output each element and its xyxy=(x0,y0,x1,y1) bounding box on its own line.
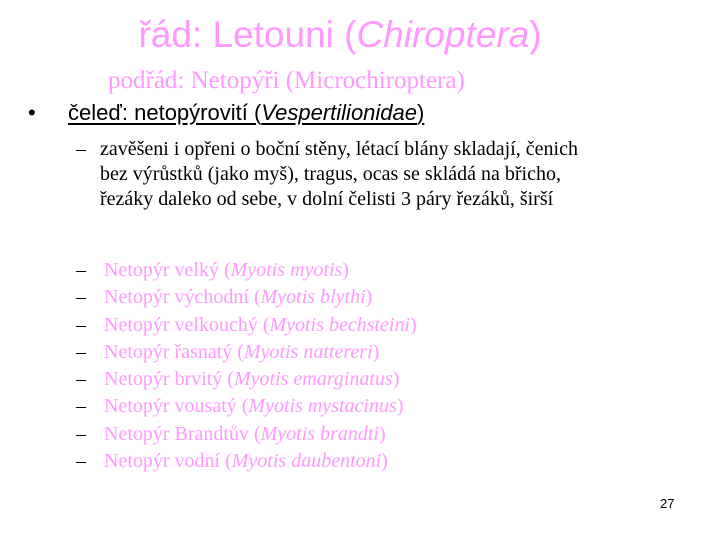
page-number: 27 xyxy=(660,496,675,511)
species-latin: Myotis bechsteini xyxy=(269,313,411,336)
dash-marker: – xyxy=(76,138,86,160)
family-suffix: ) xyxy=(417,100,425,125)
title-suffix: ) xyxy=(529,14,542,55)
species-name: Netopýr vousatý ( xyxy=(104,395,249,418)
dash-marker: – xyxy=(76,286,86,309)
family-text xyxy=(68,100,424,125)
species-item xyxy=(76,393,417,420)
species-latin: Myotis brandti xyxy=(260,422,379,445)
dash-marker: – xyxy=(76,422,86,445)
species-close: ) xyxy=(365,286,373,309)
species-item xyxy=(76,284,417,311)
species-item xyxy=(76,339,417,366)
species-close: ) xyxy=(381,450,388,473)
species-close: ) xyxy=(378,422,386,445)
slide-subtitle: podřád: Netopýři (Microchiroptera) xyxy=(108,67,465,94)
species-name: Netopýr brvitý ( xyxy=(104,368,234,391)
dash-marker: – xyxy=(76,395,86,418)
species-item xyxy=(76,448,417,475)
species-close: ) xyxy=(372,340,380,363)
dash-marker: – xyxy=(76,368,86,391)
bullet-icon: • xyxy=(28,100,36,125)
species-list xyxy=(76,257,417,475)
species-close: ) xyxy=(392,368,400,391)
species-close: ) xyxy=(396,395,404,418)
species-name: Netopýr vodní ( xyxy=(104,450,232,473)
family-latin: Vespertilionidae xyxy=(261,100,418,125)
description-body xyxy=(100,137,696,212)
species-item xyxy=(76,257,417,284)
species-item xyxy=(76,312,417,339)
title-latin: Chiroptera xyxy=(356,14,530,55)
dash-marker: – xyxy=(76,450,86,473)
dash-marker: – xyxy=(76,313,86,336)
species-close: ) xyxy=(410,313,417,336)
family-prefix: čeleď: netopýrovití ( xyxy=(68,100,262,125)
species-item xyxy=(76,421,417,448)
title-prefix: řád: Letouni ( xyxy=(138,14,357,55)
species-item xyxy=(76,366,417,393)
species-latin: Myotis mystacinus xyxy=(248,395,397,418)
slide-title xyxy=(0,14,680,56)
species-name: Netopýr velkouchý ( xyxy=(104,313,270,336)
species-name: Netopýr řasnatý ( xyxy=(104,340,244,363)
description-line: řezáky daleko od sebe, v dolní čelisti 3 páry řezáků, širší xyxy=(100,188,554,210)
dash-marker: – xyxy=(76,259,86,281)
species-latin: Myotis daubentoni xyxy=(231,450,382,473)
species-latin: Myotis nattereri xyxy=(243,340,373,363)
species-name: Netopýr velký ( xyxy=(104,259,231,281)
species-latin: Myotis emarginatus xyxy=(233,368,393,391)
species-close: ) xyxy=(342,259,349,281)
species-latin: Myotis myotis xyxy=(230,259,343,281)
species-name: Netopýr východní ( xyxy=(104,286,261,309)
description-line: zavěšeni i opřeni o boční stěny, létací blány skladají, čenich xyxy=(100,138,578,160)
dash-marker: – xyxy=(76,340,86,363)
species-name: Netopýr Brandtův ( xyxy=(104,422,261,445)
species-latin: Myotis blythi xyxy=(260,286,366,309)
family-heading xyxy=(28,100,424,126)
description-line: bez výrůstků (jako myš), tragus, ocas se skládá na břicho, xyxy=(100,163,561,185)
family-description xyxy=(76,137,696,212)
